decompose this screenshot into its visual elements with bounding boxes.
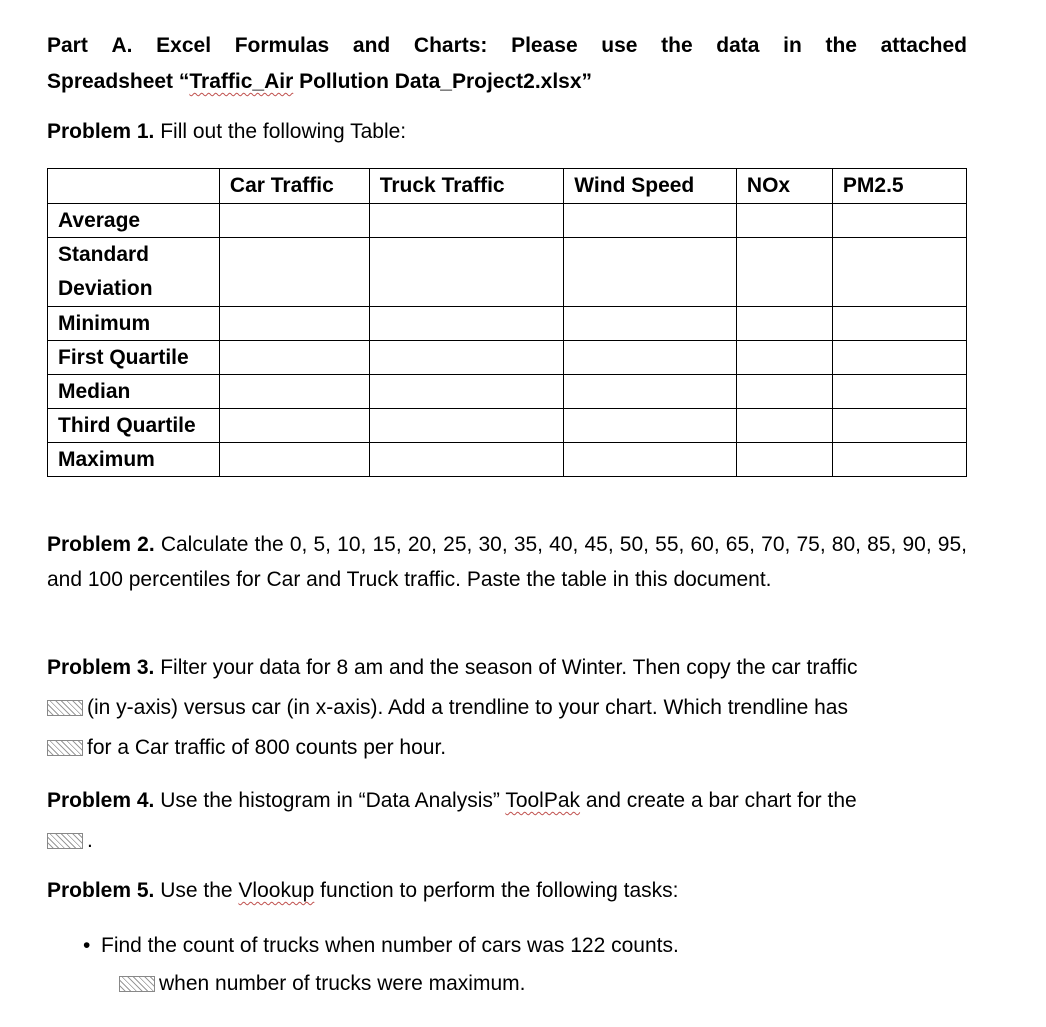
table-cell[interactable]: [832, 204, 966, 238]
list-item: • Find the count of trucks when number of cars was 122 counts.: [83, 927, 963, 965]
table-row: [48, 238, 967, 307]
missing-glyph-icon: [47, 833, 83, 849]
row-label-first-quartile: First Quartile: [48, 341, 220, 375]
problem-5: Problem 5. Use the Vlookup function to perform the following tasks:: [47, 879, 679, 902]
row-label-standard-deviation: Standard Deviation: [48, 238, 220, 307]
table-cell[interactable]: [564, 307, 737, 341]
header-pm25: PM2.5: [832, 169, 966, 204]
header-truck-traffic: Truck Traffic: [369, 169, 564, 204]
table-cell[interactable]: [832, 409, 966, 443]
row-label-maximum: Maximum: [48, 443, 220, 477]
table-cell[interactable]: [832, 443, 966, 477]
spellcheck-vlookup: Vlookup: [238, 879, 315, 902]
table-row: [48, 204, 967, 238]
table-cell[interactable]: [832, 238, 966, 307]
table-cell[interactable]: [736, 443, 832, 477]
header-car-traffic: Car Traffic: [219, 169, 369, 204]
spellcheck-toolpak: ToolPak: [505, 789, 581, 812]
table-cell[interactable]: [219, 375, 369, 409]
table-cell[interactable]: [219, 341, 369, 375]
table-cell[interactable]: [564, 409, 737, 443]
missing-glyph-icon: [47, 740, 83, 756]
table-cell[interactable]: [369, 443, 564, 477]
list-item: when number of trucks were maximum.: [83, 965, 963, 1003]
row-label-median: Median: [48, 375, 220, 409]
row-label-minimum: Minimum: [48, 307, 220, 341]
bullet-icon: •: [83, 934, 91, 957]
table-cell[interactable]: [736, 409, 832, 443]
table-cell[interactable]: [369, 238, 564, 307]
row-label-third-quartile: Third Quartile: [48, 409, 220, 443]
table-cell[interactable]: [736, 341, 832, 375]
missing-glyph-icon: [119, 976, 155, 992]
table-cell[interactable]: [219, 443, 369, 477]
table-row: [48, 409, 967, 443]
table-cell[interactable]: [219, 307, 369, 341]
table-cell[interactable]: [564, 341, 737, 375]
table-cell[interactable]: [369, 204, 564, 238]
table-cell[interactable]: [832, 375, 966, 409]
table-row: [48, 307, 967, 341]
table-cell[interactable]: [369, 409, 564, 443]
table-header-row: [48, 169, 967, 204]
table-cell[interactable]: [736, 204, 832, 238]
table-cell[interactable]: [832, 307, 966, 341]
header-wind-speed: Wind Speed: [564, 169, 737, 204]
table-cell[interactable]: [736, 375, 832, 409]
problem-1-heading: Problem 1. Fill out the following Table:: [47, 120, 407, 143]
statistics-table: [47, 168, 967, 477]
table-cell[interactable]: [219, 204, 369, 238]
table-cell[interactable]: [736, 307, 832, 341]
table-row: [48, 375, 967, 409]
problem-4: Problem 4. Use the histogram in “Data Analysis” ToolPak and create a bar chart for the .: [47, 789, 857, 852]
table-cell[interactable]: [219, 238, 369, 307]
header-nox: NOx: [736, 169, 832, 204]
table-cell[interactable]: [564, 238, 737, 307]
row-label-average: Average: [48, 204, 220, 238]
header-cell-empty: [48, 169, 220, 204]
problem-3: Problem 3. Filter your data for 8 am and the season of Winter. Then copy the car traffic (in y-axis) versus car (in x-axis). Add a trendline to your chart. Which trendline has for a Car traffic of 800 counts per hour.: [47, 656, 858, 759]
table-cell[interactable]: [832, 341, 966, 375]
table-row: [48, 443, 967, 477]
table-cell[interactable]: [219, 409, 369, 443]
table-cell[interactable]: [369, 341, 564, 375]
table-cell[interactable]: [736, 238, 832, 307]
problem-2: Problem 2. Calculate the 0, 5, 10, 15, 20, 25, 30, 35, 40, 45, 50, 55, 60, 65, 70, 75, 80, 85, 90, 95, and 100 percentiles for Car and Truck traffic. Paste the table in this document.: [47, 533, 967, 591]
table-cell[interactable]: [369, 307, 564, 341]
part-a-intro: [47, 28, 967, 100]
table-cell[interactable]: [564, 204, 737, 238]
table-cell[interactable]: [564, 375, 737, 409]
intro-line-1: Part A. Excel Formulas and Charts: Please use the data in the attached: [47, 34, 967, 57]
table-cell[interactable]: [369, 375, 564, 409]
table-row: [48, 341, 967, 375]
spellcheck-filename: Traffic_Air: [189, 70, 294, 93]
missing-glyph-icon: [47, 700, 83, 716]
problem-5-bullets: [83, 927, 963, 1003]
intro-line-2: Spreadsheet “Traffic_Air Pollution Data_Project2.xlsx”: [47, 70, 593, 93]
table-cell[interactable]: [564, 443, 737, 477]
